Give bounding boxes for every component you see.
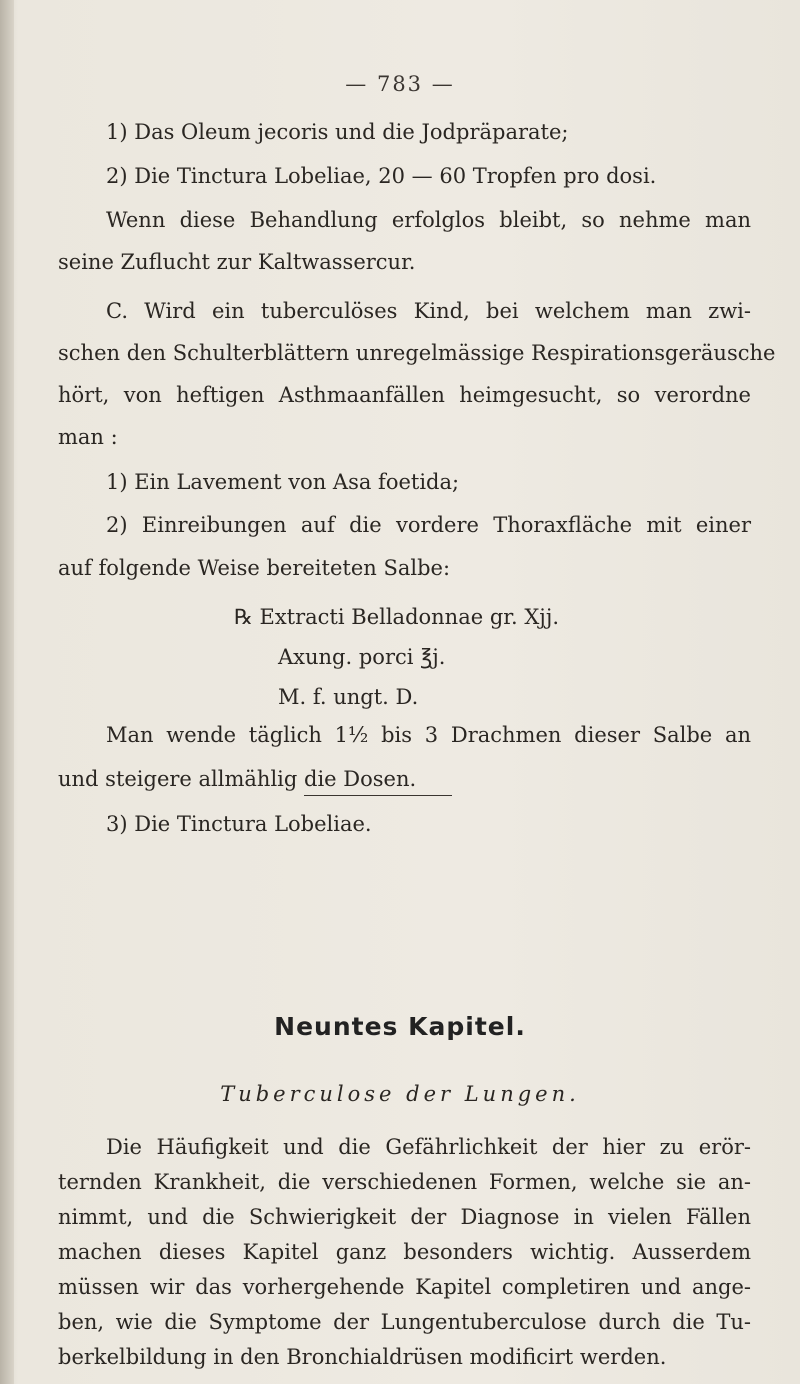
page-gutter-shadow [0,0,14,1384]
section-divider [304,795,452,796]
paragraph-line: müssen wir das vorhergehende Kapitel completiren und ange- [58,1275,751,1299]
paragraph-line: hört, von heftigen Asthmaanfällen heimgesucht, so verordne [58,383,751,407]
recipe-line: Axung. porci ℥j. [278,645,446,669]
paragraph-line: Wenn diese Behandlung erfolglos bleibt, so nehme man [106,208,751,232]
paragraph-line: nimmt, und die Schwierigkeit der Diagnose in vielen Fällen [58,1205,751,1229]
page-number: — 783 — [345,72,455,96]
list-item: 1) Ein Lavement von Asa foetida; [106,470,460,494]
paragraph-line: man : [58,425,118,449]
list-item: 3) Die Tinctura Lobeliae. [106,812,372,836]
list-item: 1) Das Oleum jecoris und die Jodpräparate; [106,120,569,144]
recipe-line: M. f. ungt. D. [278,685,419,709]
paragraph-line: ternden Krankheit, die verschiedenen Formen, welche sie an- [58,1170,751,1194]
list-item-continuation: auf folgende Weise bereiteten Salbe: [58,556,451,580]
paragraph-line: Die Häufigkeit und die Gefährlichkeit der hier zu erör- [106,1135,751,1159]
chapter-subtitle: Tuberculose der Lungen. [220,1082,580,1106]
paragraph-line: und steigere allmählig die Dosen. [58,767,417,791]
paragraph-line: machen dieses Kapitel ganz besonders wichtig. Ausserdem [58,1240,751,1264]
list-item: 2) Die Tinctura Lobeliae, 20 — 60 Tropfen pro dosi. [106,164,657,188]
list-item: 2) Einreibungen auf die vordere Thoraxfläche mit einer [106,513,751,537]
paragraph-line: Man wende täglich 1½ bis 3 Drachmen dieser Salbe an [106,723,751,747]
paragraph-line: C. Wird ein tuberculöses Kind, bei welchem man zwi- [106,299,751,323]
recipe-line: ℞ Extracti Belladonnae gr. Xjj. [234,605,560,629]
paragraph-line: schen den Schulterblättern unregelmässige Respirationsgeräusche [58,341,776,365]
paragraph-line: seine Zuflucht zur Kaltwassercur. [58,250,416,274]
paragraph-line: ben, wie die Symptome der Lungentuberculose durch die Tu- [58,1310,751,1334]
chapter-title: Neuntes Kapitel. [274,1012,526,1041]
paragraph-line: berkelbildung in den Bronchialdrüsen modificirt werden. [58,1345,667,1369]
